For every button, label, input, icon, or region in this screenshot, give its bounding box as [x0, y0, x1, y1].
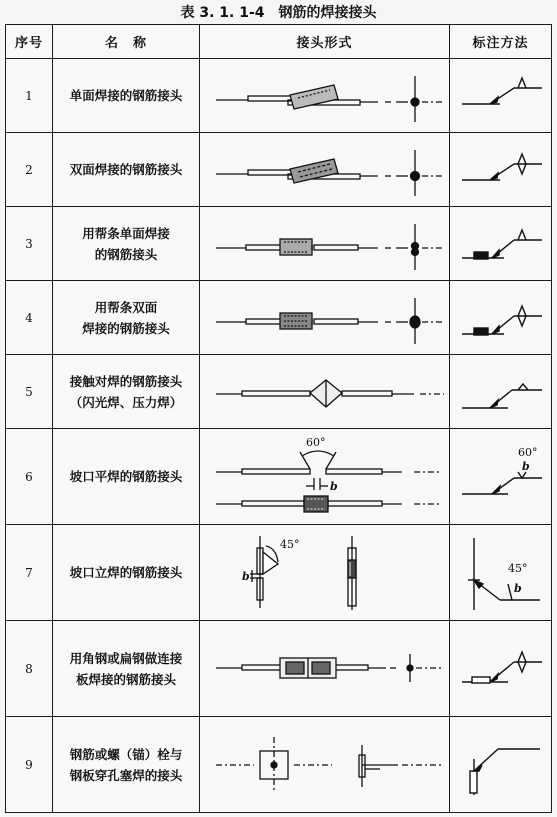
table-row — [6, 59, 552, 133]
strap-double-weld-figure — [202, 288, 448, 348]
joint-name — [53, 429, 200, 525]
joint-name — [53, 717, 200, 813]
flash-butt-weld-mark — [452, 362, 550, 422]
table-row — [6, 281, 552, 355]
strap-double-weld-mark — [452, 288, 550, 348]
double-side-weld-mark — [452, 140, 550, 200]
name-line: 板焊接的钢筋接头 — [75, 671, 176, 687]
marking-figure — [450, 717, 552, 813]
name-line: 用帮条双面 — [94, 299, 158, 315]
joint-name — [53, 525, 200, 621]
strap-single-weld-mark — [452, 214, 550, 274]
row-number: 3 — [6, 207, 53, 281]
joint-form-figure — [200, 59, 450, 133]
gap-b-label: b — [513, 581, 522, 595]
angle-45-label: 45° — [279, 537, 299, 551]
name-line: 焊接的钢筋接头 — [82, 320, 170, 336]
row-number: 9 — [6, 717, 53, 813]
header-marking-method: 标注方法 — [450, 25, 552, 59]
gap-b-label: b — [329, 479, 338, 493]
joint-form-figure — [200, 355, 450, 429]
marking-figure — [450, 281, 552, 355]
table-row — [6, 133, 552, 207]
header-joint-form: 接头形式 — [200, 25, 450, 59]
single-side-weld-figure — [202, 66, 448, 126]
flat-groove-weld-mark — [452, 432, 550, 522]
gap-b-label: b — [241, 569, 250, 583]
joint-form-figure — [200, 621, 450, 717]
flash-butt-weld-figure — [202, 362, 448, 422]
name-line: 钢板穿孔塞焊的接头 — [69, 767, 183, 783]
name-line: 坡口立焊的钢筋接头 — [69, 565, 183, 580]
plug-weld-mark — [452, 725, 550, 805]
angle-plate-weld-figure — [202, 634, 448, 704]
angle-60-label: 60° — [517, 445, 537, 459]
name-line: 坡口平焊的钢筋接头 — [69, 469, 183, 484]
row-number: 7 — [6, 525, 53, 621]
row-number: 8 — [6, 621, 53, 717]
joint-form-figure — [200, 717, 450, 813]
table-row — [6, 355, 552, 429]
joint-name — [53, 207, 200, 281]
name-line: 用帮条单面焊接 — [82, 225, 170, 241]
marking-figure — [450, 525, 552, 621]
joint-form-figure — [200, 525, 450, 621]
angle-plate-weld-mark — [452, 634, 550, 704]
joint-name — [53, 59, 200, 133]
joint-form-figure — [200, 429, 450, 525]
marking-figure — [450, 59, 552, 133]
name-line: 钢筋或螺（锚）栓与 — [69, 746, 183, 762]
angle-60-label: 60° — [305, 435, 325, 449]
row-number: 1 — [6, 59, 53, 133]
plug-weld-figure — [202, 725, 448, 805]
strap-single-weld-figure — [202, 214, 448, 274]
name-line: 用角钢或扁钢做连接 — [69, 650, 183, 666]
weld-joint-table — [5, 24, 552, 813]
joint-form-figure — [200, 207, 450, 281]
marking-figure — [450, 355, 552, 429]
vertical-groove-weld-mark — [452, 528, 550, 618]
table-row — [6, 621, 552, 717]
marking-figure — [450, 133, 552, 207]
joint-form-figure — [200, 281, 450, 355]
joint-name — [53, 621, 200, 717]
flat-groove-weld-figure — [202, 432, 448, 522]
vertical-groove-weld-figure — [202, 528, 448, 618]
table-row — [6, 429, 552, 525]
name-line: 双面焊接的钢筋接头 — [69, 162, 183, 177]
marking-figure — [450, 429, 552, 525]
table-row — [6, 207, 552, 281]
name-line: 接触对焊的钢筋接头 — [69, 373, 183, 389]
name-line: （闪光焊、压力焊） — [69, 394, 183, 410]
name-line: 的钢筋接头 — [94, 246, 158, 262]
table-caption: 表 3. 1. 1-4 钢筋的焊接接头 — [180, 5, 377, 21]
angle-45-label: 45° — [507, 561, 527, 575]
joint-name — [53, 133, 200, 207]
row-number: 6 — [6, 429, 53, 525]
header-row — [6, 25, 552, 59]
marking-figure — [450, 621, 552, 717]
gap-b-label: b — [521, 459, 530, 473]
header-no: 序号 — [6, 25, 53, 59]
name-line: 单面焊接的钢筋接头 — [69, 88, 183, 103]
row-number: 2 — [6, 133, 53, 207]
row-number: 4 — [6, 281, 53, 355]
row-number: 5 — [6, 355, 53, 429]
joint-name — [53, 355, 200, 429]
table-row — [6, 525, 552, 621]
joint-form-figure — [200, 133, 450, 207]
double-side-weld-figure — [202, 140, 448, 200]
joint-name — [53, 281, 200, 355]
table-row — [6, 717, 552, 813]
marking-figure — [450, 207, 552, 281]
single-side-weld-mark — [452, 66, 550, 126]
header-name: 名 称 — [53, 25, 200, 59]
